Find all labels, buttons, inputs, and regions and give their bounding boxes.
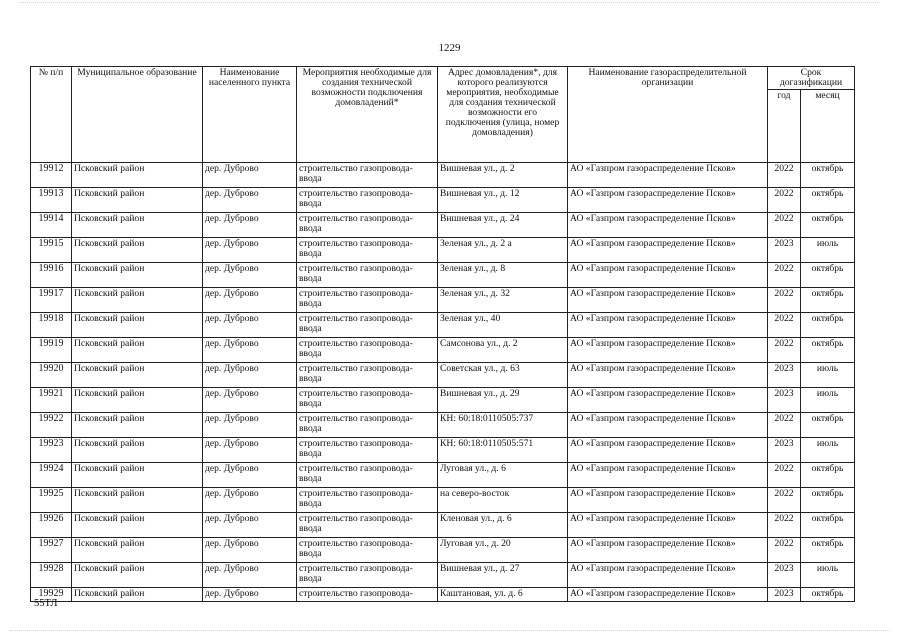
cell-num: 19925 [31,488,72,513]
cell-org: АО «Газпром газораспределение Псков» [568,388,768,413]
cell-month: июль [801,438,855,463]
cell-month: октябрь [801,413,855,438]
cell-month: июль [801,563,855,588]
cell-settlement: дер. Дуброво [203,413,297,438]
header-num: № п/п [31,67,72,163]
cell-num: 19914 [31,213,72,238]
cell-year: 2023 [768,588,801,602]
table-row [31,538,855,563]
header-settlement: Наименование населенного пункта [203,67,297,163]
cell-num: 19920 [31,363,72,388]
cell-settlement: дер. Дуброво [203,213,297,238]
cell-year: 2022 [768,488,801,513]
cell-year: 2022 [768,513,801,538]
cell-municipality: Псковский район [72,513,203,538]
cell-settlement: дер. Дуброво [203,238,297,263]
cell-address: Вишневая ул., д. 24 [438,213,568,238]
cell-measure: строительство газопровода-ввода [297,263,438,288]
cell-month: октябрь [801,513,855,538]
cell-num: 19915 [31,238,72,263]
gasification-table [30,66,855,602]
cell-org: АО «Газпром газораспределение Псков» [568,163,768,188]
cell-measure: строительство газопровода-ввода [297,538,438,563]
cell-year: 2023 [768,438,801,463]
cell-settlement: дер. Дуброво [203,488,297,513]
table-row [31,463,855,488]
cell-year: 2022 [768,188,801,213]
cell-address: Зеленая ул., д. 8 [438,263,568,288]
cell-month: октябрь [801,288,855,313]
table-body [31,163,855,602]
cell-org: АО «Газпром газораспределение Псков» [568,213,768,238]
cell-org: АО «Газпром газораспределение Псков» [568,463,768,488]
cell-num: 19926 [31,513,72,538]
table-row [31,413,855,438]
cell-measure: строительство газопровода- [297,588,438,602]
cell-org: АО «Газпром газораспределение Псков» [568,263,768,288]
table-row [31,588,855,602]
cell-num: 19916 [31,263,72,288]
cell-municipality: Псковский район [72,388,203,413]
cell-org: АО «Газпром газораспределение Псков» [568,238,768,263]
table-row [31,438,855,463]
cell-org: АО «Газпром газораспределение Псков» [568,188,768,213]
cell-year: 2022 [768,263,801,288]
cell-municipality: Псковский район [72,238,203,263]
cell-org: АО «Газпром газораспределение Псков» [568,513,768,538]
cell-municipality: Псковский район [72,338,203,363]
cell-address: КН: 60:18:0110505:571 [438,438,568,463]
cell-municipality: Псковский район [72,563,203,588]
header-measures: Мероприятия необходимые для создания технической возможности подключения домовладений* [297,67,438,163]
cell-settlement: дер. Дуброво [203,288,297,313]
cell-year: 2022 [768,313,801,338]
cell-settlement: дер. Дуброво [203,188,297,213]
cell-municipality: Псковский район [72,538,203,563]
table-row [31,563,855,588]
cell-address: Луговая ул., д. 6 [438,463,568,488]
cell-settlement: дер. Дуброво [203,588,297,602]
cell-settlement: дер. Дуброво [203,313,297,338]
cell-month: июль [801,363,855,388]
cell-address: Зеленая ул., 40 [438,313,568,338]
cell-measure: строительство газопровода-ввода [297,413,438,438]
cell-year: 2023 [768,563,801,588]
table-row [31,188,855,213]
cell-address: Советская ул., д. 63 [438,363,568,388]
cell-year: 2023 [768,363,801,388]
cell-org: АО «Газпром газораспределение Псков» [568,538,768,563]
header-organization: Наименование газораспределительной организации [568,67,768,163]
cell-measure: строительство газопровода-ввода [297,188,438,213]
cell-measure: строительство газопровода-ввода [297,313,438,338]
cell-municipality: Псковский район [72,213,203,238]
header-address: Адрес домовладения*, для которого реализуются мероприятия, необходимые для создания технической возможности его подключения (улица, номер домовладения) [438,67,568,163]
cell-address: Кленовая ул., д. 6 [438,513,568,538]
cell-month: октябрь [801,488,855,513]
cell-org: АО «Газпром газораспределение Псков» [568,588,768,602]
cell-measure: строительство газопровода-ввода [297,338,438,363]
cell-municipality: Псковский район [72,438,203,463]
cell-address: Каштановая, ул. д. 6 [438,588,568,602]
cell-num: 19929 [31,588,72,602]
cell-municipality: Псковский район [72,488,203,513]
scan-edge-bottom [10,630,890,635]
cell-settlement: дер. Дуброво [203,388,297,413]
cell-num: 19919 [31,338,72,363]
cell-measure: строительство газопровода-ввода [297,513,438,538]
cell-num: 19918 [31,313,72,338]
cell-address: Зеленая ул., д. 32 [438,288,568,313]
cell-month: октябрь [801,263,855,288]
cell-org: АО «Газпром газораспределение Псков» [568,338,768,363]
cell-address: на северо-восток [438,488,568,513]
cell-settlement: дер. Дуброво [203,563,297,588]
cell-org: АО «Газпром газораспределение Псков» [568,288,768,313]
cell-measure: строительство газопровода-ввода [297,463,438,488]
header-deadline: Срок догазификации [768,67,855,90]
cell-measure: строительство газопровода-ввода [297,238,438,263]
cell-measure: строительство газопровода-ввода [297,388,438,413]
cell-org: АО «Газпром газораспределение Псков» [568,488,768,513]
cell-municipality: Псковский район [72,263,203,288]
cell-municipality: Псковский район [72,163,203,188]
cell-num: 19913 [31,188,72,213]
cell-address: Зеленая ул., д. 2 а [438,238,568,263]
page-number: 1229 [438,42,461,54]
cell-month: октябрь [801,188,855,213]
cell-month: июль [801,388,855,413]
cell-address: Вишневая ул., д. 27 [438,563,568,588]
cell-org: АО «Газпром газораспределение Псков» [568,563,768,588]
footer-code: 55ТЛ [34,598,58,609]
cell-measure: строительство газопровода-ввода [297,563,438,588]
cell-org: АО «Газпром газораспределение Псков» [568,313,768,338]
cell-address: Вишневая ул., д. 29 [438,388,568,413]
cell-municipality: Псковский район [72,588,203,602]
cell-municipality: Псковский район [72,313,203,338]
cell-year: 2022 [768,413,801,438]
cell-address: Вишневая ул., д. 2 [438,163,568,188]
cell-num: 19924 [31,463,72,488]
table-row [31,288,855,313]
cell-settlement: дер. Дуброво [203,163,297,188]
table-row [31,313,855,338]
header-month: месяц [801,90,855,163]
cell-address: Вишневая ул., д. 12 [438,188,568,213]
cell-org: АО «Газпром газораспределение Псков» [568,363,768,388]
cell-org: АО «Газпром газораспределение Псков» [568,438,768,463]
table-row [31,513,855,538]
cell-year: 2022 [768,338,801,363]
cell-year: 2022 [768,213,801,238]
cell-month: июль [801,238,855,263]
cell-settlement: дер. Дуброво [203,538,297,563]
table-row [31,363,855,388]
cell-month: октябрь [801,338,855,363]
cell-measure: строительство газопровода-ввода [297,363,438,388]
cell-num: 19917 [31,288,72,313]
cell-month: октябрь [801,538,855,563]
cell-year: 2022 [768,288,801,313]
cell-year: 2023 [768,388,801,413]
cell-measure: строительство газопровода-ввода [297,213,438,238]
cell-month: октябрь [801,163,855,188]
cell-org: АО «Газпром газораспределение Псков» [568,413,768,438]
header-year: год [768,90,801,163]
cell-settlement: дер. Дуброво [203,513,297,538]
cell-measure: строительство газопровода-ввода [297,488,438,513]
cell-settlement: дер. Дуброво [203,363,297,388]
cell-municipality: Псковский район [72,363,203,388]
cell-month: октябрь [801,588,855,602]
table-row [31,163,855,188]
cell-address: Самсонова ул., д. 2 [438,338,568,363]
cell-month: октябрь [801,463,855,488]
cell-address: КН: 60:18:0110505:737 [438,413,568,438]
cell-measure: строительство газопровода-ввода [297,288,438,313]
cell-year: 2022 [768,463,801,488]
scan-edge-top [20,2,880,7]
cell-municipality: Псковский район [72,413,203,438]
cell-settlement: дер. Дуброво [203,338,297,363]
cell-municipality: Псковский район [72,288,203,313]
cell-num: 19921 [31,388,72,413]
table-row [31,213,855,238]
table-row [31,388,855,413]
cell-num: 19928 [31,563,72,588]
table-row [31,238,855,263]
cell-num: 19922 [31,413,72,438]
cell-settlement: дер. Дуброво [203,438,297,463]
cell-num: 19927 [31,538,72,563]
cell-num: 19912 [31,163,72,188]
table-row [31,338,855,363]
cell-measure: строительство газопровода-ввода [297,163,438,188]
table-row [31,488,855,513]
cell-year: 2022 [768,538,801,563]
cell-year: 2023 [768,238,801,263]
cell-settlement: дер. Дуброво [203,263,297,288]
cell-measure: строительство газопровода-ввода [297,438,438,463]
header-municipality: Муниципальное образование [72,67,203,163]
cell-settlement: дер. Дуброво [203,463,297,488]
table-row [31,263,855,288]
cell-municipality: Псковский район [72,463,203,488]
cell-month: октябрь [801,213,855,238]
cell-num: 19923 [31,438,72,463]
cell-year: 2022 [768,163,801,188]
cell-address: Луговая ул., д. 20 [438,538,568,563]
cell-municipality: Псковский район [72,188,203,213]
cell-month: октябрь [801,313,855,338]
